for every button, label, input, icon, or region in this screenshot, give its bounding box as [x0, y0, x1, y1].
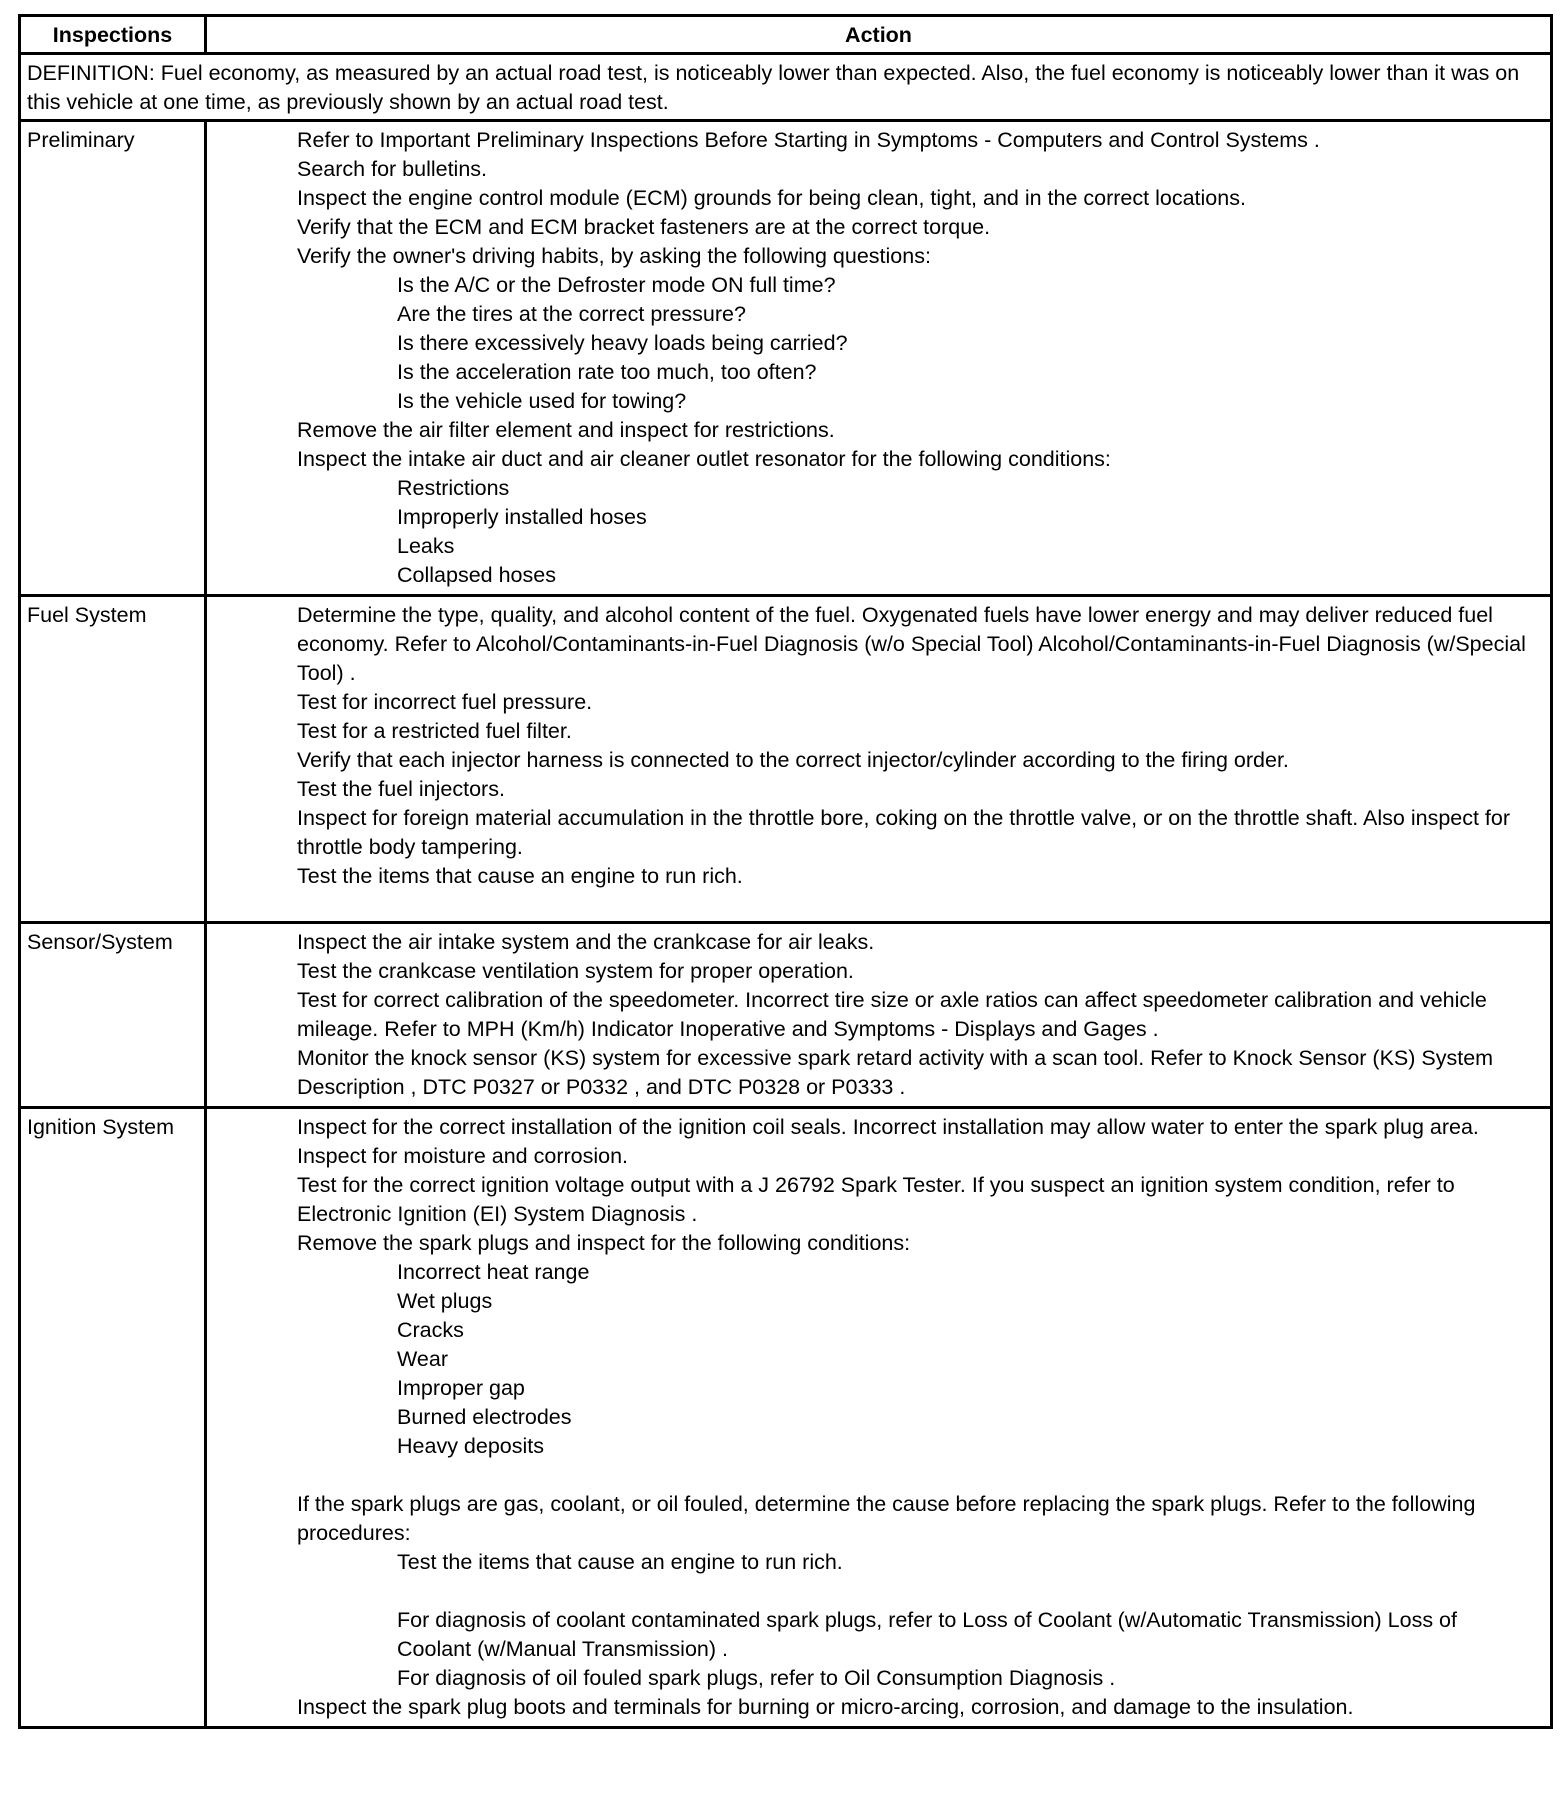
definition-row: [20, 54, 1552, 121]
action-step: Inspect for the correct installation of the ignition coil seals. Incorrect installation may allow water to enter the spark plug area. Inspect for moisture and corrosion.: [297, 1115, 1479, 1168]
action-substep: Heavy deposits: [397, 1434, 544, 1458]
action-cell: [206, 1108, 1552, 1728]
action-step: Refer to Important Preliminary Inspections Before Starting in Symptoms - Computers and Control Systems .: [297, 128, 1320, 152]
header-row: [20, 16, 1552, 54]
action-substep: Cracks: [397, 1318, 464, 1342]
action-step: Test for the correct ignition voltage output with a J 26792 Spark Tester. If you suspect an ignition system condition, refer to Electronic Ignition (EI) System Diagnosis .: [297, 1173, 1455, 1226]
action-step: If the spark plugs are gas, coolant, or oil fouled, determine the cause before replacing the spark plugs. Refer to the following procedures:: [297, 1492, 1476, 1545]
action-substep: Is there excessively heavy loads being carried?: [397, 331, 848, 355]
spacer: [297, 1577, 1528, 1606]
action-substep: Wet plugs: [397, 1289, 493, 1313]
action-cell: [206, 923, 1552, 1108]
inspection-table: [18, 14, 1553, 1729]
inspection-category: Sensor/System: [20, 923, 206, 1108]
action-substep: Are the tires at the correct pressure?: [397, 302, 746, 326]
action-step: Inspect the intake air duct and air cleaner outlet resonator for the following conditions:: [297, 447, 1111, 471]
action-step: Monitor the knock sensor (KS) system for excessive spark retard activity with a scan tool. Refer to Knock Sensor (KS) System Description , DTC P0327 or P0332 , and DTC P0328 or P0333 .: [297, 1046, 1494, 1099]
action-step: Verify that each injector harness is connected to the correct injector/cylinder according to the firing order.: [297, 748, 1289, 772]
action-step: Test the items that cause an engine to run rich.: [297, 864, 743, 888]
action-step: Inspect the spark plug boots and terminals for burning or micro-arcing, corrosion, and damage to the insulation.: [297, 1695, 1354, 1719]
action-substep: Restrictions: [397, 476, 510, 500]
action-substep: For diagnosis of coolant contaminated spark plugs, refer to Loss of Coolant (w/Automatic Transmission) Loss of Coolant (w/Manual Transmission) .: [397, 1608, 1457, 1661]
spacer: [297, 1461, 1528, 1490]
inspection-category: Fuel System: [20, 596, 206, 923]
action-step: Verify the owner's driving habits, by asking the following questions:: [297, 244, 931, 268]
action-step: Inspect the engine control module (ECM) grounds for being clean, tight, and in the correct locations.: [297, 186, 1246, 210]
header-action: Action: [206, 16, 1552, 54]
action-step: Inspect the air intake system and the crankcase for air leaks.: [297, 930, 875, 954]
action-substep: Is the A/C or the Defroster mode ON full time?: [397, 273, 836, 297]
action-substep: Wear: [397, 1347, 448, 1371]
inspection-category: Preliminary: [20, 121, 206, 596]
table-row: [20, 1108, 1552, 1728]
action-substep: Is the vehicle used for towing?: [397, 389, 687, 413]
action-step: Test the fuel injectors.: [297, 777, 505, 801]
action-step: Remove the spark plugs and inspect for the following conditions:: [297, 1231, 911, 1255]
table-row: [20, 596, 1552, 923]
action-step: Inspect for foreign material accumulation in the throttle bore, coking on the throttle valve, or on the throttle shaft. Also inspect for throttle body tampering.: [297, 806, 1511, 859]
action-step: Test for correct calibration of the speedometer. Incorrect tire size or axle ratios can affect speedometer calibration and vehicle mileage. Refer to MPH (Km/h) Indicator Inoperative and Symptoms - Displays and Gages .: [297, 988, 1487, 1041]
action-step: Test the crankcase ventilation system for proper operation.: [297, 959, 854, 983]
inspection-category: Ignition System: [20, 1108, 206, 1728]
action-substep: For diagnosis of oil fouled spark plugs, refer to Oil Consumption Diagnosis .: [397, 1666, 1116, 1690]
action-substep: Leaks: [397, 534, 455, 558]
action-substep: Burned electrodes: [397, 1405, 572, 1429]
action-step: Test for incorrect fuel pressure.: [297, 690, 593, 714]
table-row: [20, 121, 1552, 596]
action-step: Test for a restricted fuel filter.: [297, 719, 572, 743]
action-step: Remove the air filter element and inspect for restrictions.: [297, 418, 835, 442]
action-cell: [206, 121, 1552, 596]
action-step: Determine the type, quality, and alcohol content of the fuel. Oxygenated fuels have lower energy and may deliver reduced fuel economy. Refer to Alcohol/Contaminants-in-Fuel Diagnosis (w/o Special Tool) Alcohol/Contaminants-in-Fuel Diagnosis (w/Special Tool) .: [297, 603, 1526, 685]
action-substep: Is the acceleration rate too much, too often?: [397, 360, 817, 384]
action-substep: Test the items that cause an engine to run rich.: [397, 1550, 843, 1574]
table-row: [20, 923, 1552, 1108]
action-step: Search for bulletins.: [297, 157, 488, 181]
action-substep: Incorrect heat range: [397, 1260, 590, 1284]
header-inspections: Inspections: [20, 16, 206, 54]
action-substep: Improper gap: [397, 1376, 525, 1400]
action-substep: Collapsed hoses: [397, 563, 556, 587]
definition-text: DEFINITION: Fuel economy, as measured by an actual road test, is noticeably lower than expected. Also, the fuel economy is noticeably lower than it was on this vehicle at one time, as previously shown by an actual road test.: [20, 54, 1552, 121]
action-substep: Improperly installed hoses: [397, 505, 647, 529]
action-cell: [206, 596, 1552, 923]
action-step: Verify that the ECM and ECM bracket fasteners are at the correct torque.: [297, 215, 991, 239]
